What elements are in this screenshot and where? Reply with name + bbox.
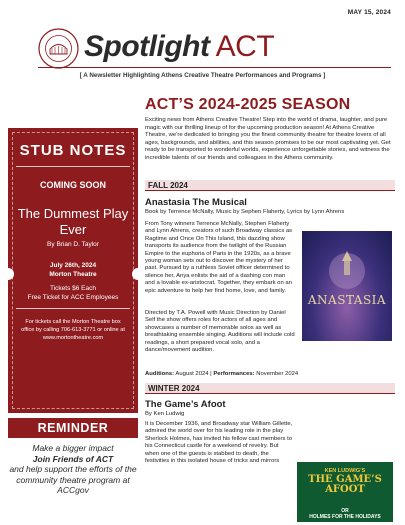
auditions-label: Auditions: — [145, 371, 175, 377]
season-intro: Exciting news from Athens Creative Theatre! Step into the world of drama, laughter, and pure magic with our thrilling lineup of for the upcoming production season! At Athens Creative Theatre, we’re dedicated to bringing you the finest community theatre for theatre lovers of all ages, backgrounds, and abilities, and this season promises to be our most captivating yet. Get ready to be transported to wonderful worlds, experience unforgettable stories, and witness the incredible talents of our friends and colleagues in the Athens community. — [145, 117, 391, 161]
ticket-price: Tickets $6 Each — [49, 285, 96, 292]
coming-show-when — [8, 261, 138, 279]
auditions-value: August 2024 | — [174, 371, 214, 377]
anastasia-poster-title: ANASTASIA — [307, 293, 387, 307]
winter-band: WINTER 2024 — [145, 383, 395, 394]
fall-show-credits: Book by Terrence McNally, Music by Sephen Flaherty, Lyrics by Lynn Ahrens — [145, 209, 345, 215]
winter-show-title: The Game’s Afoot — [145, 399, 226, 410]
theatre-seal-logo — [38, 28, 79, 69]
reminder-pre: Make a bigger impact — [32, 443, 114, 453]
poster-subtitle-text: HOLMES FOR THE HOLIDAYS — [309, 514, 381, 520]
friends-of-act-link[interactable]: Join Friends of ACT — [32, 453, 114, 464]
winter-show-credits: By Ken Ludwig — [145, 411, 185, 417]
coming-show-author: By Brian D. Taylor — [47, 241, 99, 248]
stub-divider — [16, 166, 130, 167]
coming-show-title: The Dummest Play Ever — [17, 206, 129, 237]
poster-author: KEN LUDWIG’S — [324, 468, 366, 474]
fall-band: FALL 2024 — [145, 180, 395, 191]
fall-show-description: From Tony winners Terrence McNally, Stephen Flaherty and Lynn Ahrens, creators of such Broadway classics as Ragtime and Once On This Island, this dazzling show transports its audience from the twilight of the Russian Empire to the euphoria of Paris in the 1920s, as a brave young woman sets out to discover the mystery of her past. Pursued by a ruthless Soviet officer determined to silence her, Anya enlists the aid of a dashing con man and a lovable ex-aristocrat. Together, they embark on an epic adventure to help her find home, love, and family. — [145, 221, 293, 294]
stub-notes-ticket — [8, 128, 138, 413]
reminder-post: and help support the efforts of the community theatre program at ACCgov — [9, 464, 137, 495]
sidebar — [8, 128, 138, 518]
masthead-rule — [38, 67, 391, 68]
masthead-bold: Spotlight — [84, 30, 210, 63]
issue-date: MAY 15, 2024 — [347, 9, 391, 16]
ticket-prices — [8, 284, 138, 302]
coming-soon-label: COMING SOON — [39, 180, 106, 190]
stub-notes-title: STUB NOTES — [19, 142, 127, 159]
masthead-light: ACT — [209, 30, 275, 63]
poster-title: THE GAME’S AFOOT — [308, 474, 382, 495]
coming-show-date: July 26th, 2024 — [49, 262, 97, 269]
box-office-info: For tickets call the Morton Theatre box office by calling 706-613-3771 or online at www.mortontheatre.com — [21, 319, 125, 341]
performances-label: Performances: — [213, 371, 255, 377]
poster-or: OR — [341, 508, 349, 514]
performances-value: November 2024 — [254, 371, 299, 377]
fall-show-title: Anastasia The Musical — [145, 197, 247, 208]
reminder-text — [8, 443, 138, 496]
stub-divider — [16, 308, 130, 309]
games-afoot-poster — [297, 462, 393, 522]
poster-glow-image — [302, 231, 392, 341]
fall-show-dates — [145, 371, 298, 377]
fall-show-direction: Directed by T.A. Powell with Music Direction by Daniel Self the show offers roles for actors of all ages and showcases a number of memorable solos as well as breathtaking ensemble singing. Auditions will include cold readings, a short prepared vocal solo, and a dance/movement audition. — [145, 310, 295, 354]
masthead-tagline: [ A Newsletter Highlighting Athens Creative Theatre Performances and Programs ] — [79, 72, 326, 79]
employee-offer: Free Ticket for ACC Employees — [27, 294, 119, 301]
anastasia-poster — [302, 231, 392, 341]
winter-show-description: It is December 1936, and Broadway star William Gillette, admired the world over for his leading role in the play Sherlock Holmes, has invited his fellow cast members to his Connecticut castle for a weekend of revelry. But when one of the guests is stabbed to death, the festivities in this isolated house of tricks and mirrors — [145, 421, 293, 465]
poster-subtitle — [297, 508, 393, 520]
reminder-heading: REMINDER — [8, 418, 138, 438]
coming-show-venue: Morton Theatre — [49, 271, 97, 278]
season-title: ACT’S 2024-2025 SEASON — [145, 96, 351, 113]
masthead-title — [84, 30, 274, 64]
